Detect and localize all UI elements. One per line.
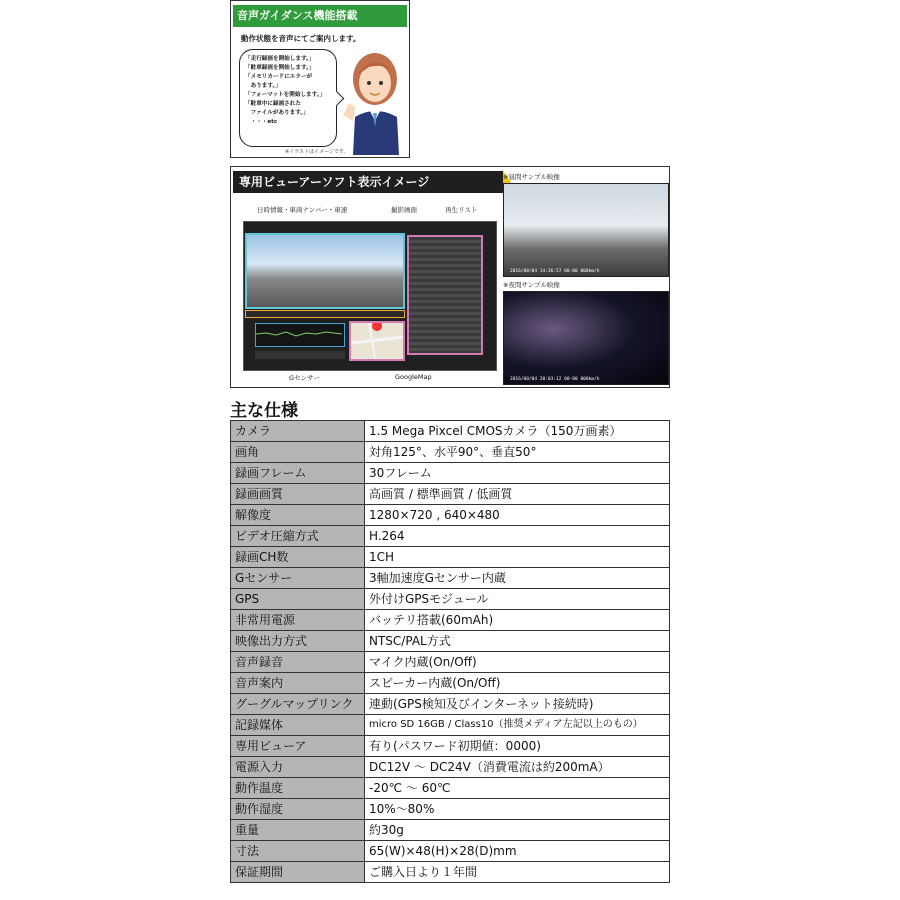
spec-value: NTSC/PAL方式: [365, 631, 670, 652]
night-frame-stamp: 2016/08/04 20:03:12 00-00 000km/h: [510, 377, 600, 382]
spec-row: [231, 778, 670, 799]
spec-value: 連動(GPS検知及びインターネット接続時): [365, 694, 670, 715]
label-gsensor: Gセンサー: [289, 374, 321, 382]
spec-value: 1CH: [365, 547, 670, 568]
spec-row: [231, 505, 670, 526]
spec-key: 非常用電源: [231, 610, 365, 631]
label-screen: 撮影画面: [391, 206, 417, 214]
viewer-banner: 専用ビューアーソフト表示イメージ: [233, 171, 503, 193]
label-google-map: GoogleMap: [395, 373, 432, 381]
spec-value: H.264: [365, 526, 670, 547]
spec-key: 保証期間: [231, 862, 365, 883]
spec-row: [231, 526, 670, 547]
map-pin-icon: [351, 323, 403, 359]
video-frame: [245, 233, 405, 309]
bubble-line: 「フォーマットを開始します。」: [245, 92, 326, 98]
viewer-software-panel: [230, 166, 670, 388]
spec-value: 高画質 / 標準画質 / 低画質: [365, 484, 670, 505]
night-sample-image: [503, 291, 669, 385]
spec-row: [231, 673, 670, 694]
spec-key: 重量: [231, 820, 365, 841]
bubble-line: あります。」: [245, 83, 281, 89]
bubble-line: 「走行録画を開始します。」: [245, 56, 315, 62]
label-info: 日時情報・車両ナンバー・車速: [257, 206, 348, 214]
spec-key: カメラ: [231, 421, 365, 442]
spec-row: [231, 820, 670, 841]
bubble-line: ファイルがあります。」: [245, 110, 309, 116]
spec-row: [231, 862, 670, 883]
playback-controls: [255, 351, 345, 359]
google-map-box: [349, 321, 405, 361]
bubble-line: 「駐車中に録画された: [245, 101, 301, 107]
spec-value: 65(W)×48(H)×28(D)mm: [365, 841, 670, 862]
spec-row: [231, 694, 670, 715]
spec-row: [231, 757, 670, 778]
spec-row: [231, 715, 670, 736]
spec-row: [231, 484, 670, 505]
spec-row: [231, 463, 670, 484]
spec-key: 音声録音: [231, 652, 365, 673]
spec-key: 寸法: [231, 841, 365, 862]
spec-key: 動作湿度: [231, 799, 365, 820]
spec-value: スピーカー内蔵(On/Off): [365, 673, 670, 694]
day-sample-image: [503, 183, 669, 277]
spec-value: 対角125°、水平90°、垂直50°: [365, 442, 670, 463]
spec-value: バッテリ搭載(60mAh): [365, 610, 670, 631]
spec-table-body: [231, 421, 670, 883]
spec-value: 約30g: [365, 820, 670, 841]
spec-key: 記録媒体: [231, 715, 365, 736]
voice-guidance-panel: [230, 0, 410, 158]
spec-value: 3軸加速度Gセンサー内蔵: [365, 568, 670, 589]
spec-key: Gセンサー: [231, 568, 365, 589]
spec-row: [231, 736, 670, 757]
night-sample-caption: ※夜間サンプル映像: [503, 281, 560, 289]
spec-value: micro SD 16GB / Class10（推奨メディア左記以上のもの）: [365, 715, 670, 736]
spec-value: 1.5 Mega Pixcel CMOSカメラ（150万画素）: [365, 421, 670, 442]
spec-row: [231, 610, 670, 631]
spec-row: [231, 547, 670, 568]
spec-key: 動作温度: [231, 778, 365, 799]
spec-value: 10%〜80%: [365, 799, 670, 820]
spec-key: 解像度: [231, 505, 365, 526]
speech-bubble-text: [245, 55, 337, 127]
spec-key: 録画フレーム: [231, 463, 365, 484]
bubble-line: 「駐車録画を開始します。」: [245, 65, 315, 71]
label-playlist: 再生リスト: [445, 206, 478, 214]
spec-key: 電源入力: [231, 757, 365, 778]
spec-value: マイク内蔵(On/Off): [365, 652, 670, 673]
spec-key: ビデオ圧縮方式: [231, 526, 365, 547]
spec-row: [231, 799, 670, 820]
spec-heading: 主な仕様: [230, 401, 298, 421]
spec-key: 画角: [231, 442, 365, 463]
spec-table: [230, 420, 670, 883]
spec-value: 有り(パスワード初期値：0000): [365, 736, 670, 757]
illustration-note: ※イラストはイメージです。: [285, 149, 349, 155]
spec-key: 専用ビューア: [231, 736, 365, 757]
bubble-line: ・・・etc: [245, 119, 278, 125]
gsensor-graph: [255, 323, 345, 347]
spec-value: ご購入日より１年間: [365, 862, 670, 883]
bubble-line: 「メモリカードにエラーが: [245, 74, 313, 80]
playlist-box: [407, 235, 483, 355]
spec-value: 1280×720 , 640×480: [365, 505, 670, 526]
voice-guidance-title: 音声ガイダンス機能搭載: [233, 5, 407, 27]
spec-value: DC12V 〜 DC24V（消費電流は約200mA）: [365, 757, 670, 778]
guide-lady-illustration: [339, 45, 409, 155]
spec-key: 映像出力方式: [231, 631, 365, 652]
spec-key: 録画画質: [231, 484, 365, 505]
spec-row: [231, 631, 670, 652]
spec-row: [231, 589, 670, 610]
gsensor-wave-icon: [256, 324, 342, 344]
spec-key: グーグルマップリンク: [231, 694, 365, 715]
spec-key: 録画CH数: [231, 547, 365, 568]
spec-row: [231, 841, 670, 862]
day-sample-caption: ※昼間サンプル映像: [503, 173, 560, 181]
spec-key: 音声案内: [231, 673, 365, 694]
spec-row: [231, 568, 670, 589]
spec-value: 30フレーム: [365, 463, 670, 484]
spec-row: [231, 421, 670, 442]
spec-value: -20℃ 〜 60℃: [365, 778, 670, 799]
spec-key: GPS: [231, 589, 365, 610]
spec-row: [231, 652, 670, 673]
info-bar: [245, 310, 405, 318]
spec-row: [231, 442, 670, 463]
day-frame-stamp: 2016/08/04 14:36:57 00-00 000km/h: [510, 269, 600, 274]
spec-value: 外付けGPSモジュール: [365, 589, 670, 610]
voice-guidance-subtitle: 動作状態を音声にてご案内します。: [241, 34, 361, 43]
